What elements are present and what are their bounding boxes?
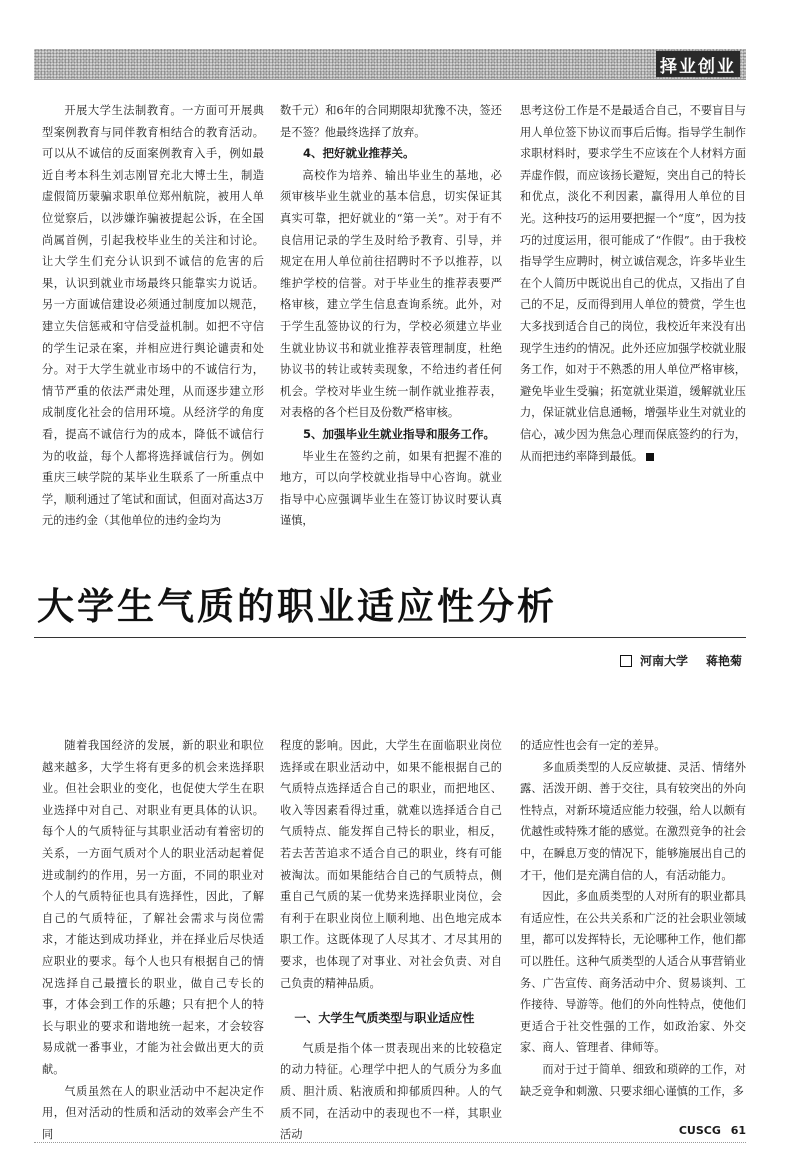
section-tag: 择业创业 xyxy=(656,51,740,77)
section-heading: 一、大学生气质类型与职业适应性 xyxy=(294,1011,475,1026)
article-title: 大学生气质的职业适应性分析 xyxy=(37,585,557,628)
paragraph: 的适应性也会有一定的差异。 xyxy=(520,739,666,752)
top-column-2 xyxy=(280,100,502,532)
paragraph: 程度的影响。因此，大学生在面临职业岗位选择或在职业活动中，如果不能根据自己的气质特点选择适合自己的职业，而把地区、收入等因素看得过重，就难以选择适合自己气质特点、能发挥自己特长的职业，相反，若去苦苦追求不适合自己的职业，终有可能被淘汰。而如果能结合自己的气质特点，侧重自己气质的某一优势来选择职业岗位，会有利于在职业岗位上顺利地、出色地完成本职工作。这既体现了人尽其才、才尽其用的要求，也体现了对事业、对社会负责、对自己负责的精神品质。 xyxy=(280,739,502,990)
subheading: 5、加强毕业生就业指导和服务工作。 xyxy=(303,426,495,441)
byline xyxy=(620,652,742,669)
paragraph xyxy=(520,100,746,467)
paragraph: 数千元）和6年的合同期限却犹豫不决，签还是不签？他最终选择了放弃。 xyxy=(280,104,502,139)
paragraph: 随着我国经济的发展，新的职业和职位越来越多，大学生将有更多的机会来选择职业。但社会职业的变化，也促使大学生在职业选择中对自己、对职业有更具体的认识。每个人的气质特征与其职业活动有着密切的关系，一方面气质对个人的职业活动起着促进或制约的作用，另一方面，不同的职业对个人的气质特征也具有选择性，因此，了解自己的气质特征，了解社会需求与岗位需求，才能达到成功择业，并在择业后尽快适应职业的要求。每个人也只有根据自己的情况选择自己最擅长的职业，做自己专长的事，才体会到工作的乐趣；只有把个人的特长与职业的要求和谐地统一起来，才会较容易成就一番事业，才能为社会做出更大的贡献。 xyxy=(42,739,264,1076)
journal-name: CUSCG xyxy=(678,1124,721,1137)
paragraph: 气质虽然在人的职业活动中不起决定作用，但对活动的性质和活动的效率会产生不同 xyxy=(42,1084,264,1141)
square-icon xyxy=(620,655,632,667)
paragraph: 毕业生在签约之前，如果有把握不准的地方，可以向学校就业指导中心咨询。就业指导中心应强调毕业生在签订协议时要认真谨慎， xyxy=(280,449,502,528)
paragraph: 开展大学生法制教育。一方面可开展典型案例教育与同伴教育相结合的教育活动。可以从不诚信的反面案例教育入手，例如最近自考本科生刘志刚冒充北大博士生，制造虚假简历蒙骗求职单位郑州航院，被用人单位觉察后，以涉嫌诈骗被提起公诉，在全国尚属首例，引起我校毕业生的关注和讨论。让大学生们充分认识到不诚信的危害的后果，认识到就业市场最终只能靠实力说话。另一方面诚信建设必须通过制度加以规范，建立失信惩戒和守信受益机制。如把不守信的学生记录在案，并相应进行舆论谴责和处分。对于大学生就业市场中的不诚信行为，情节严重的依法严肃处理，从而逐步建立形成制度化社会的信用环境。从经济学的角度看，提高不诚信行为的成本，降低不诚信行为的收益，每个人都将选择诚信行为。例如重庆三峡学院的某毕业生联系了一所重点中学，顺利通过了笔试和面试，但面对高达3万元的违约金（其他单位的违约金均为 xyxy=(42,104,264,528)
top-column-1 xyxy=(42,100,264,532)
page-number: 61 xyxy=(730,1124,746,1137)
article-column-1 xyxy=(42,735,264,1145)
title-rule xyxy=(34,637,746,638)
paragraph: 气质是指个体一贯表现出来的比较稳定的动力特征。心理学中把人的气质分为多血质、胆汁质、粘液质和抑郁质四种。人的气质不同，在活动中的表现也不一样，其职业活动 xyxy=(280,1041,502,1142)
author: 蒋艳菊 xyxy=(705,654,742,668)
subheading: 4、把好就业推荐关。 xyxy=(303,146,415,161)
article-column-2 xyxy=(280,735,502,1146)
section-banner xyxy=(34,49,746,80)
top-column-3 xyxy=(520,100,746,467)
paragraph-text: 思考这份工作是不是最适合自己，不要盲目与用人单位签下协议而事后后悔。指导学生制作求职材料时，要求学生不应该在个人材料方面弄虚作假，而应该扬长避短，突出自己的特长和优点，淡化不利因素，赢得用人单位的目光。这种技巧的运用要把握一个“度”，因为技巧的过度运用，很可能成了“作假”。由于我校指导学生应聘时，树立诚信观念，许多毕业生在个人简历中既说出自己的优点，又指出了自己的不足，反而得到用人单位的赞赏，学生也大多找到适合自己的岗位，我校近年来没有出现学生违约的情况。此外还应加强学校就业服务工作，如对于不熟悉的用人单位严格审核，避免毕业生受骗；拓宽就业渠道，缓解就业压力，保证就业信息通畅，增强毕业生对就业的信心，减少因为焦急心理而保底签约的行为，从而把违约率降到最低。 xyxy=(520,104,746,463)
page-footer xyxy=(679,1124,746,1137)
paragraph: 而对于过于简单、细致和琐碎的工作，对缺乏竞争和刺激、只要求细心谨慎的工作，多 xyxy=(520,1062,746,1098)
paragraph: 多血质类型的人反应敏捷、灵活、情绪外露、活泼开朗、善于交往，具有较突出的外向性特点，对新环境适应能力较强，给人以颇有优越性或特殊才能的感觉。在激烈竞争的社会中，在瞬息万变的情况下，能够施展出自己的才干，他们是充满自信的人，有活动能力。 xyxy=(520,760,746,882)
footer-rule xyxy=(34,1142,746,1144)
end-mark-icon xyxy=(646,453,654,461)
paragraph: 高校作为培养、输出毕业生的基地，必须审核毕业生就业的基本信息，切实保证其真实可靠，把好就业的“第一关”。对于有不良信用记录的学生及时给予教育、引导，并规定在用人单位前往招聘时不予以推荐，以维护学校的信誉。对于毕业生的推荐表要严格审核，建立学生信息查询系统。此外，对于学生乱签协议的行为，学校必须建立毕业生就业协议书和就业推荐表管理制度，杜绝协议书的转让或转卖现象，不给违约者任何机会。学校对毕业生统一制作就业推荐表，对表格的各个栏目及份数严格审核。 xyxy=(280,168,502,420)
article-column-3 xyxy=(520,735,746,1102)
paragraph: 因此，多血质类型的人对所有的职业都具有适应性，在公共关系和广泛的社会职业领域里，都可以发挥特长，无论哪种工作，他们都可以胜任。这种气质类型的人适合从事营销业务、广告宣传、商务活动中介、贸易谈判、工作接待、导游等。他们的外向性特点，使他们更适合于社交性强的工作，如政治家、外交家、商人、管理者、律师等。 xyxy=(520,890,746,1055)
affiliation: 河南大学 xyxy=(639,654,688,668)
